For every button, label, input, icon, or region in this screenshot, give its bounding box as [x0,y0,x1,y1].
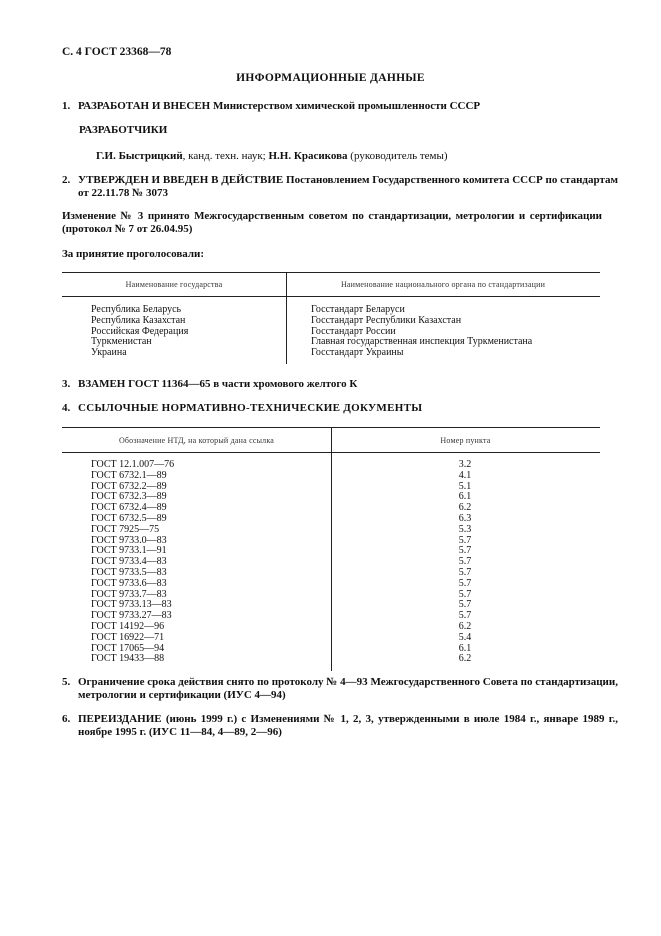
point-cell: 6.3 [458,512,472,524]
point-cell: 5.7 [458,588,472,600]
item-3 [62,378,602,391]
voting-col1-header: Наименование государства [125,280,223,289]
doc-cell: ГОСТ 17065—94 [91,642,165,654]
doc-cell: ГОСТ 9733.13—83 [91,599,172,611]
doc-cell: ГОСТ 6732.4—89 [91,502,167,514]
ref-col2-header: Номер пункта [440,436,491,445]
doc-cell: ГОСТ 9733.4—83 [91,556,167,568]
ref-col1-header: Обозначение НТД, на который дана ссылка [118,436,275,445]
item-1-number: 1. [62,100,71,112]
developer-name-1: Г.И. Быстрицкий [96,150,183,162]
developer-name-2: Н.Н. Красикова [268,150,348,162]
state-cell: Украина [91,347,127,359]
ref-docs-column [91,460,174,665]
doc-cell: ГОСТ 16922—71 [91,631,165,643]
voting-table-header-rule [62,296,600,297]
ref-table-divider [331,427,332,671]
point-cell: 6.1 [458,491,472,503]
body-cell: Главная государственная инспекция Туркменистана [311,336,533,348]
body-cell: Госстандарт Украины [311,347,404,359]
voted-label: За принятие проголосовали: [62,248,205,260]
state-cell: Российская Федерация [91,325,189,337]
point-cell: 5.7 [458,577,472,589]
voting-table-top-rule [62,272,600,273]
doc-cell: ГОСТ 12.1.007—76 [91,459,175,470]
item-4 [62,402,602,415]
item-5-text: Ограничение срока действия снято по протоколу № 4—93 Межгосударственного Совета по стандартизации, метрологии и сертификации (ИУС 4—94) [78,676,618,701]
voting-bodies-column [311,305,532,359]
doc-cell: ГОСТ 6732.5—89 [91,512,167,524]
point-cell: 5.3 [458,523,472,535]
point-cell: 5.1 [458,480,472,492]
voting-col2-header: Наименование национального органа по стандартизации [340,280,546,289]
point-cell: 5.7 [458,545,472,557]
item-4-number: 4. [62,402,71,414]
item-6-text: ПЕРЕИЗДАНИЕ (июнь 1999 г.) с Изменениями № 1, 2, 3, утвержденными в июле 1984 г., январе 1989 г., ноябре 1995 г. (ИУС 11—84, 4—89, 2—96) [78,713,618,738]
point-cell: 5.7 [458,566,472,578]
ref-points-column [445,460,485,665]
item-1-bold: РАЗРАБОТАН И ВНЕСЕН [78,100,211,112]
doc-cell: ГОСТ 9733.7—83 [91,588,167,600]
item-3-text: ВЗАМЕН ГОСТ 11364—65 в части хромового желтого К [78,378,358,390]
change-note: Изменение № 3 принято Межгосударственным советом по стандартизации, метрологии и сертификации (протокол № 7 от 26.04.95) [62,210,602,235]
item-5 [62,676,618,702]
page-title: ИНФОРМАЦИОННЫЕ ДАННЫЕ [236,72,425,84]
doc-cell: ГОСТ 6732.2—89 [91,480,167,492]
page-header: С. 4 ГОСТ 23368—78 [62,46,172,58]
item-1-text: Министерством химической промышленности СССР [210,100,481,112]
item-1 [62,100,602,113]
doc-cell: ГОСТ 9733.5—83 [91,566,167,578]
point-cell: 5.4 [458,631,472,643]
doc-cell: ГОСТ 7925—75 [91,523,160,535]
body-cell: Госстандарт Республики Казахстан [311,314,462,326]
point-cell: 6.2 [458,653,472,665]
state-cell: Республика Беларусь [91,304,182,315]
doc-cell: ГОСТ 6732.3—89 [91,491,167,503]
item-6 [62,713,618,739]
developer-title-2: (руководитель темы) [347,150,448,162]
state-cell: Республика Казахстан [91,314,186,326]
developers-list [96,150,448,162]
point-cell: 6.2 [458,620,472,632]
point-cell: 6.2 [458,502,472,514]
item-2-text: Постановлением Государственного комитета СССР по стандартам от 22.11.78 № 3073 [78,174,618,199]
item-4-text: ССЫЛОЧНЫЕ НОРМАТИВНО-ТЕХНИЧЕСКИЕ ДОКУМЕНТЫ [78,402,423,414]
body-cell: Госстандарт Беларуси [311,304,405,315]
doc-cell: ГОСТ 9733.27—83 [91,610,172,622]
doc-cell: ГОСТ 9733.0—83 [91,534,167,546]
item-3-number: 3. [62,378,71,390]
point-cell: 5.7 [458,556,472,568]
point-cell: 5.7 [458,534,472,546]
point-cell: 5.7 [458,599,472,611]
doc-cell: ГОСТ 9733.1—91 [91,545,167,557]
item-2-bold: УТВЕРЖДЕН И ВВЕДЕН В ДЕЙСТВИЕ [78,174,284,186]
voting-states-column [91,305,188,359]
item-2-number: 2. [62,174,71,186]
doc-cell: ГОСТ 6732.1—89 [91,469,167,481]
developers-heading: РАЗРАБОТЧИКИ [79,124,168,136]
doc-cell: ГОСТ 19433—88 [91,653,165,665]
point-cell: 6.1 [458,642,472,654]
item-5-number: 5. [62,676,71,688]
item-6-number: 6. [62,713,71,725]
point-cell: 3.2 [458,459,472,470]
item-2 [62,174,618,200]
body-cell: Госстандарт России [311,325,396,337]
point-cell: 4.1 [458,469,472,481]
developer-title-1: , канд. техн. наук; [182,150,269,162]
doc-cell: ГОСТ 9733.6—83 [91,577,167,589]
point-cell: 5.7 [458,610,472,622]
state-cell: Туркменистан [91,336,152,348]
doc-cell: ГОСТ 14192—96 [91,620,165,632]
